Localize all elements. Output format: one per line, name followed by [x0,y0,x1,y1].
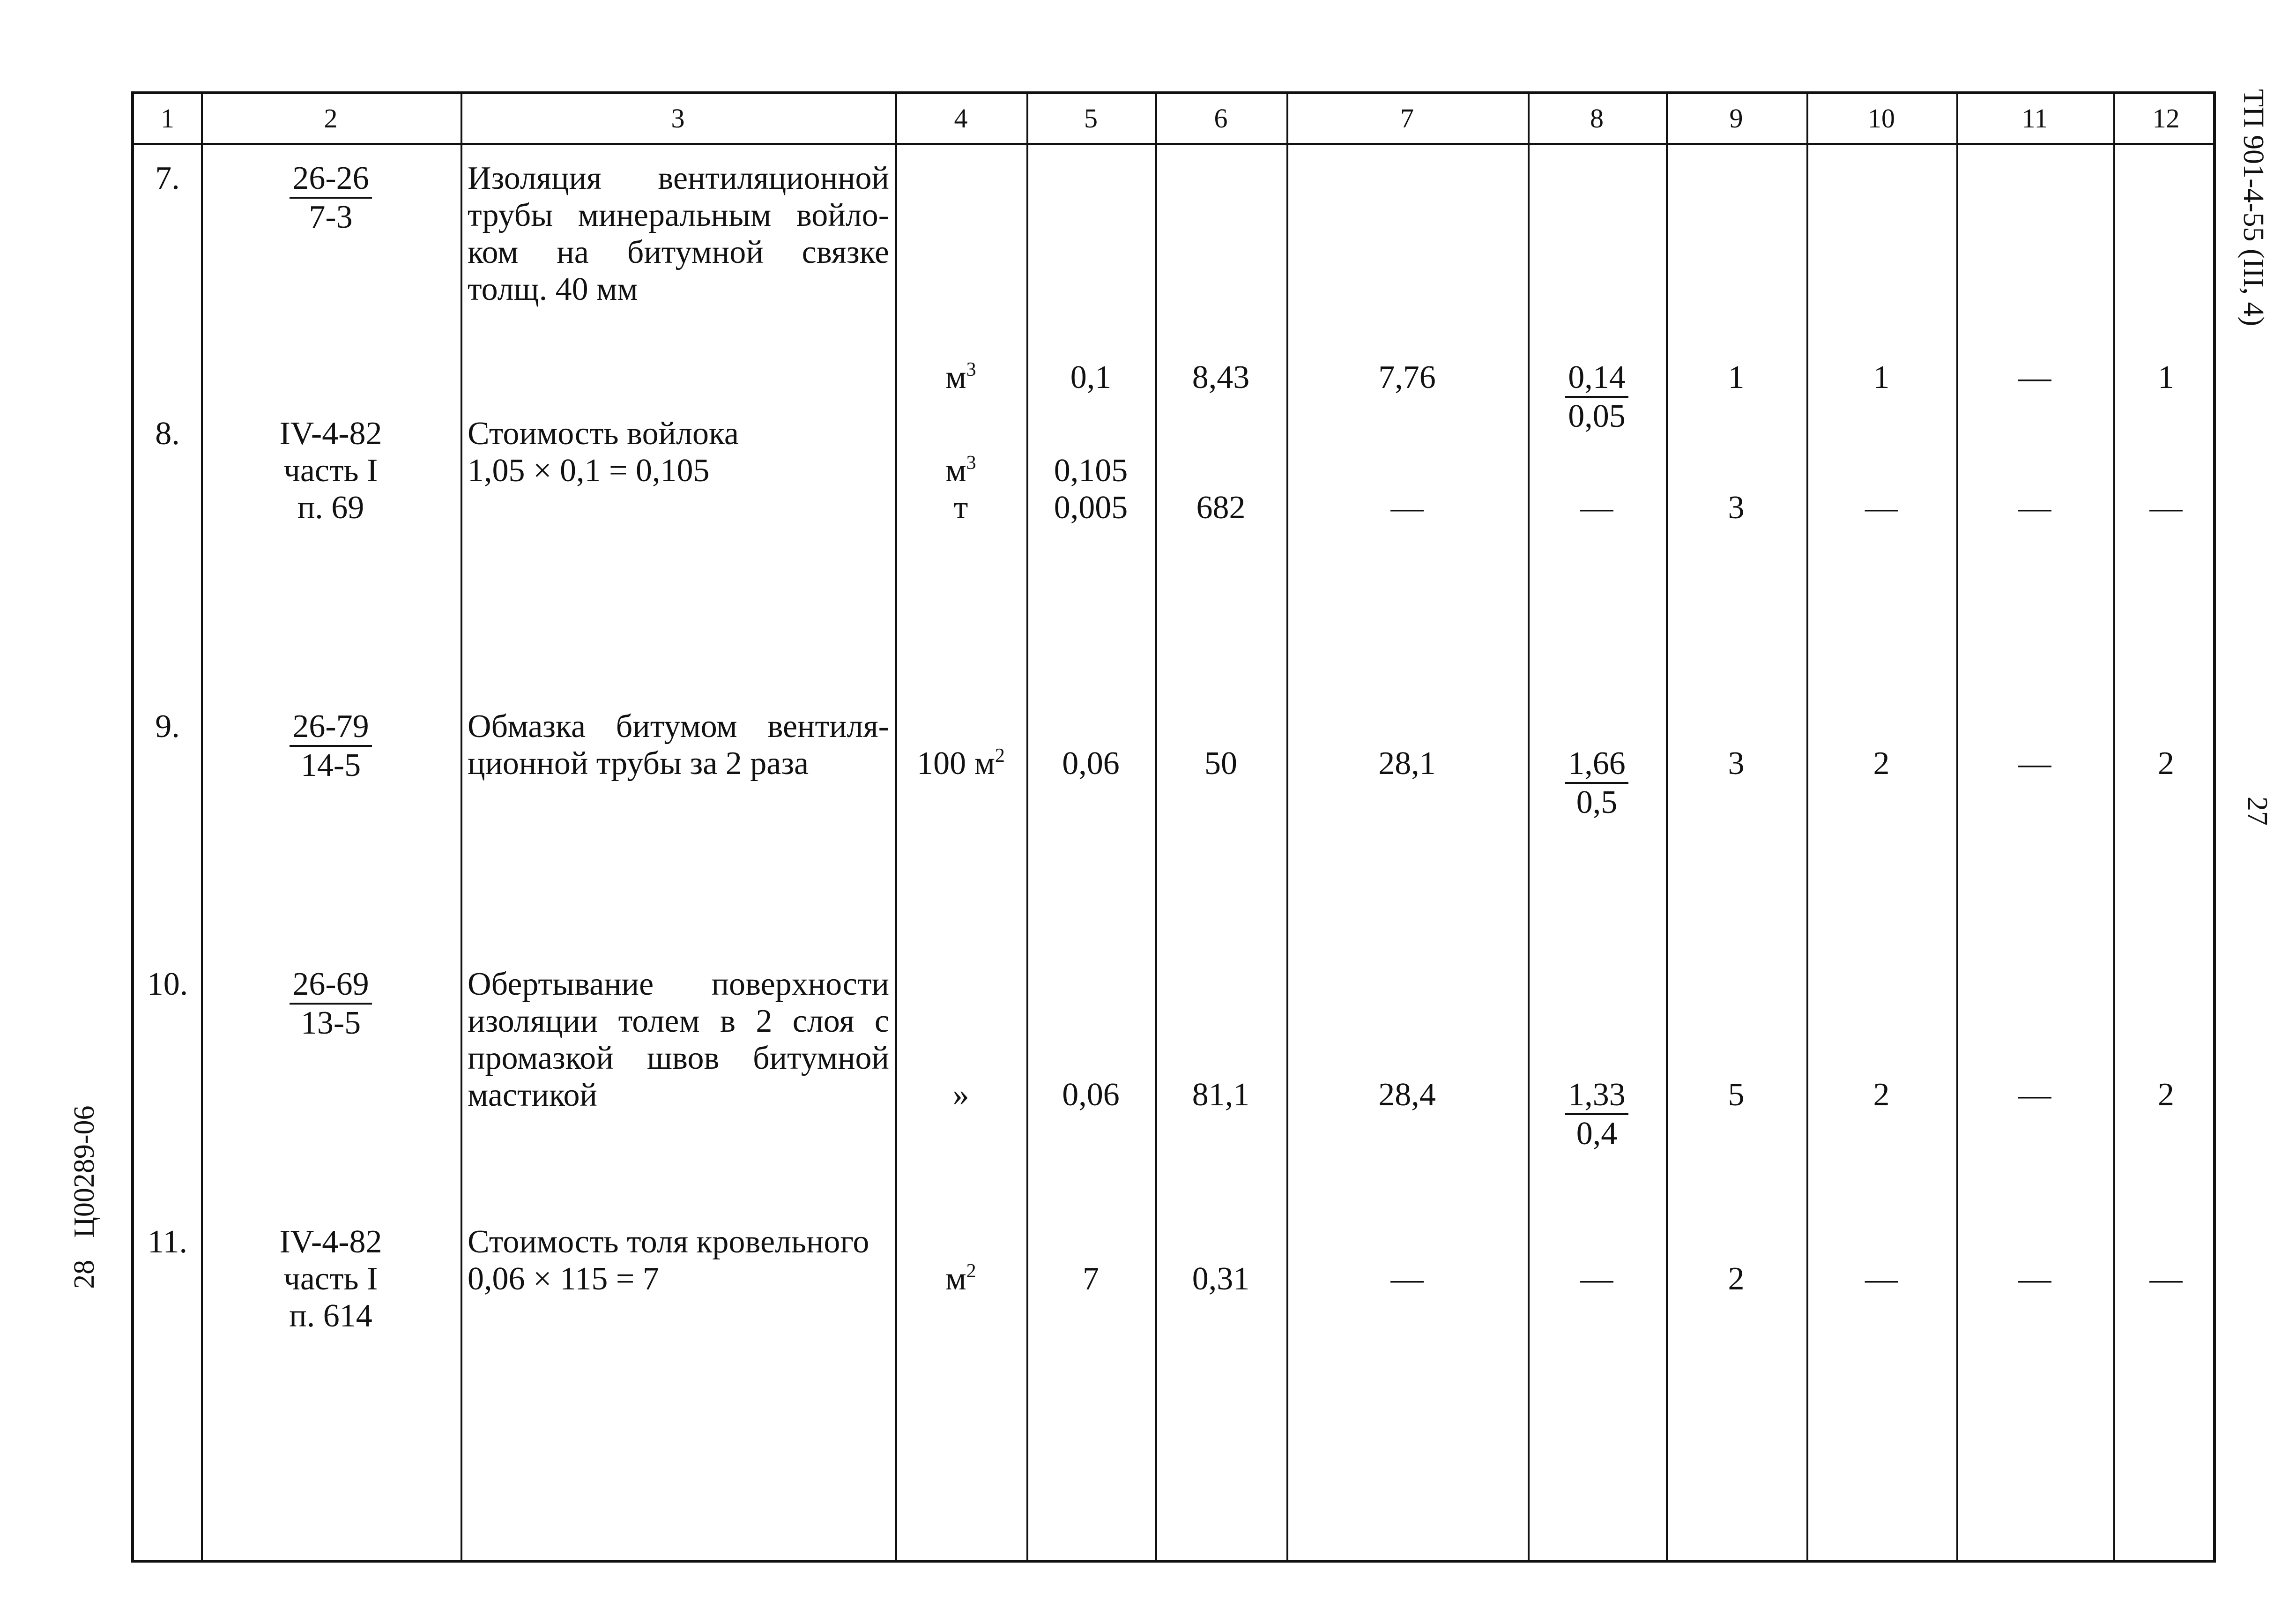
column-6-value: 8,43 [1192,359,1250,395]
description-line: Обмазка битумом вентиля- [468,708,889,745]
unit: » [952,1077,969,1113]
reference-line: IV-4-82 [279,1224,382,1260]
description-line: мастикой [468,1077,597,1113]
row-number: 9. [155,708,180,745]
rate-reference [201,415,461,526]
row-number: 8. [155,416,180,452]
column-header-6: 6 [1214,103,1228,134]
column-12-value: — [2149,490,2183,526]
fraction-bottom: 0,05 [1568,398,1626,434]
reference-line: п. 69 [297,490,364,526]
column-6-value: 0,31 [1192,1261,1250,1297]
column-8-value [1528,359,1666,435]
column-header-1: 1 [161,103,174,134]
column-10-value: 2 [1873,745,1890,782]
fraction-bottom: 0,4 [1576,1116,1618,1152]
column-9-value: 3 [1728,490,1745,526]
column-header-8: 8 [1590,103,1604,134]
column-header-5: 5 [1084,103,1098,134]
work-description [468,160,889,308]
page-number-right: 27 [2241,797,2273,826]
document-code-right: ТП 901-4-55 (III, 4) [2237,89,2269,327]
description-line: изоляции толем в 2 слоя с [468,1003,889,1039]
description-line: 1,05 × 0,1 = 0,105 [468,453,710,489]
rate-reference [201,708,461,784]
column-header-11: 11 [2021,103,2048,134]
column-7-value: 28,4 [1378,1077,1436,1113]
description-line: 0,06 × 115 = 7 [468,1261,659,1297]
description-line: трубы минеральным войло- [468,197,889,233]
rate-reference [201,966,461,1042]
column-9-value: 3 [1728,745,1745,782]
description-line: Изоляция вентиляционной [468,160,889,196]
unit-exponent: 2 [966,1260,976,1282]
rate-reference-bottom: 13-5 [300,1005,361,1041]
quantity-line: 0,005 [1054,490,1128,526]
unit-text: м [945,359,966,395]
document-code-left-text: Ц00289-06 [68,1106,100,1238]
column-header-4: 4 [954,103,968,134]
column-6-value: 50 [1204,745,1237,782]
column-7-value: 7,76 [1378,359,1436,395]
column-7-value: — [1390,1261,1424,1297]
row-number: 7. [155,160,180,196]
page-number-left: 28 [68,1259,100,1289]
column-10-value: — [1865,490,1898,526]
column-header-10: 10 [1868,103,1895,134]
unit-text: м [945,1261,966,1297]
column-8-value [1528,1076,1666,1152]
quantity: 0,1 [1070,359,1112,395]
column-header-9: 9 [1729,103,1743,134]
column-9-value: 2 [1728,1261,1745,1297]
column-6-value: 81,1 [1192,1077,1250,1113]
column-11-value: — [2018,1077,2051,1113]
column-7-value: — [1390,490,1424,526]
description-line: Обертывание поверхности [468,966,889,1002]
rate-reference [201,1223,461,1334]
document-code-left [56,1106,112,1289]
description-line: ционной трубы за 2 раза [468,745,809,782]
unit-text: т [953,490,968,526]
column-12-value: 1 [2158,359,2174,395]
unit [895,452,1026,526]
work-description [468,1223,889,1297]
row-number: 11. [148,1224,187,1260]
header-divider [134,143,2213,145]
rate-reference-top: 26-69 [290,966,372,1005]
column-12-value: 2 [2158,1077,2174,1113]
work-description [468,415,889,489]
work-description [468,966,889,1114]
rate-reference [201,160,461,236]
column-11-value: — [2018,745,2051,782]
column-header-7: 7 [1400,103,1414,134]
fraction-top: 1,66 [1565,745,1628,784]
reference-line: часть I [283,1261,378,1297]
column-11-value: — [2018,1261,2051,1297]
work-description [468,708,889,782]
reference-line: IV-4-82 [279,416,382,452]
unit [895,1260,1026,1297]
reference-line: часть I [283,453,378,489]
rate-reference-bottom: 14-5 [300,747,361,783]
column-11-value: — [2018,359,2051,395]
column-6-value: 682 [1196,490,1246,526]
column-header-12: 12 [2152,103,2180,134]
column-12-value: — [2149,1261,2183,1297]
rate-reference-top: 26-79 [290,708,372,747]
unit-text: 100 м [917,745,995,782]
column-9-value: 5 [1728,1077,1745,1113]
column-header-3: 3 [671,103,685,134]
description-line: толщ. 40 мм [468,271,638,307]
column-10-value: — [1865,1261,1898,1297]
description-line: ком на битумной связке [468,234,889,270]
unit-exponent: 2 [995,745,1005,767]
column-9-value: 1 [1728,359,1745,395]
reference-line: п. 614 [289,1298,372,1334]
description-line: Стоимость войлока [468,416,739,452]
rate-reference-bottom: 7-3 [309,199,353,235]
column-7-value: 28,1 [1378,745,1436,782]
quantity [1026,452,1155,526]
unit [895,359,1026,396]
fraction-bottom: 0,5 [1576,784,1618,820]
column-8-value [1528,745,1666,821]
description-line: Стоимость толя кровельного [468,1224,869,1260]
column-10-value: 2 [1873,1077,1890,1113]
quantity: 0,06 [1062,745,1120,782]
row-number: 10. [147,966,188,1002]
unit-text: м [945,453,966,489]
unit [895,745,1026,782]
column-8-value: — [1580,490,1613,526]
estimate-table [131,91,2216,1563]
column-header-2: 2 [324,103,338,134]
quantity: 7 [1083,1261,1099,1297]
rate-reference-top: 26-26 [290,160,372,199]
column-8-value: — [1580,1261,1613,1297]
description-line: промазкой швов битумной [468,1040,889,1076]
quantity: 0,06 [1062,1077,1120,1113]
fraction-top: 0,14 [1565,359,1628,398]
column-10-value: 1 [1873,359,1890,395]
quantity-line: 0,105 [1054,453,1128,489]
fraction-top: 1,33 [1565,1076,1628,1115]
column-11-value: — [2018,490,2051,526]
unit-exponent: 3 [966,452,976,474]
unit-exponent: 3 [966,359,976,380]
column-12-value: 2 [2158,745,2174,782]
